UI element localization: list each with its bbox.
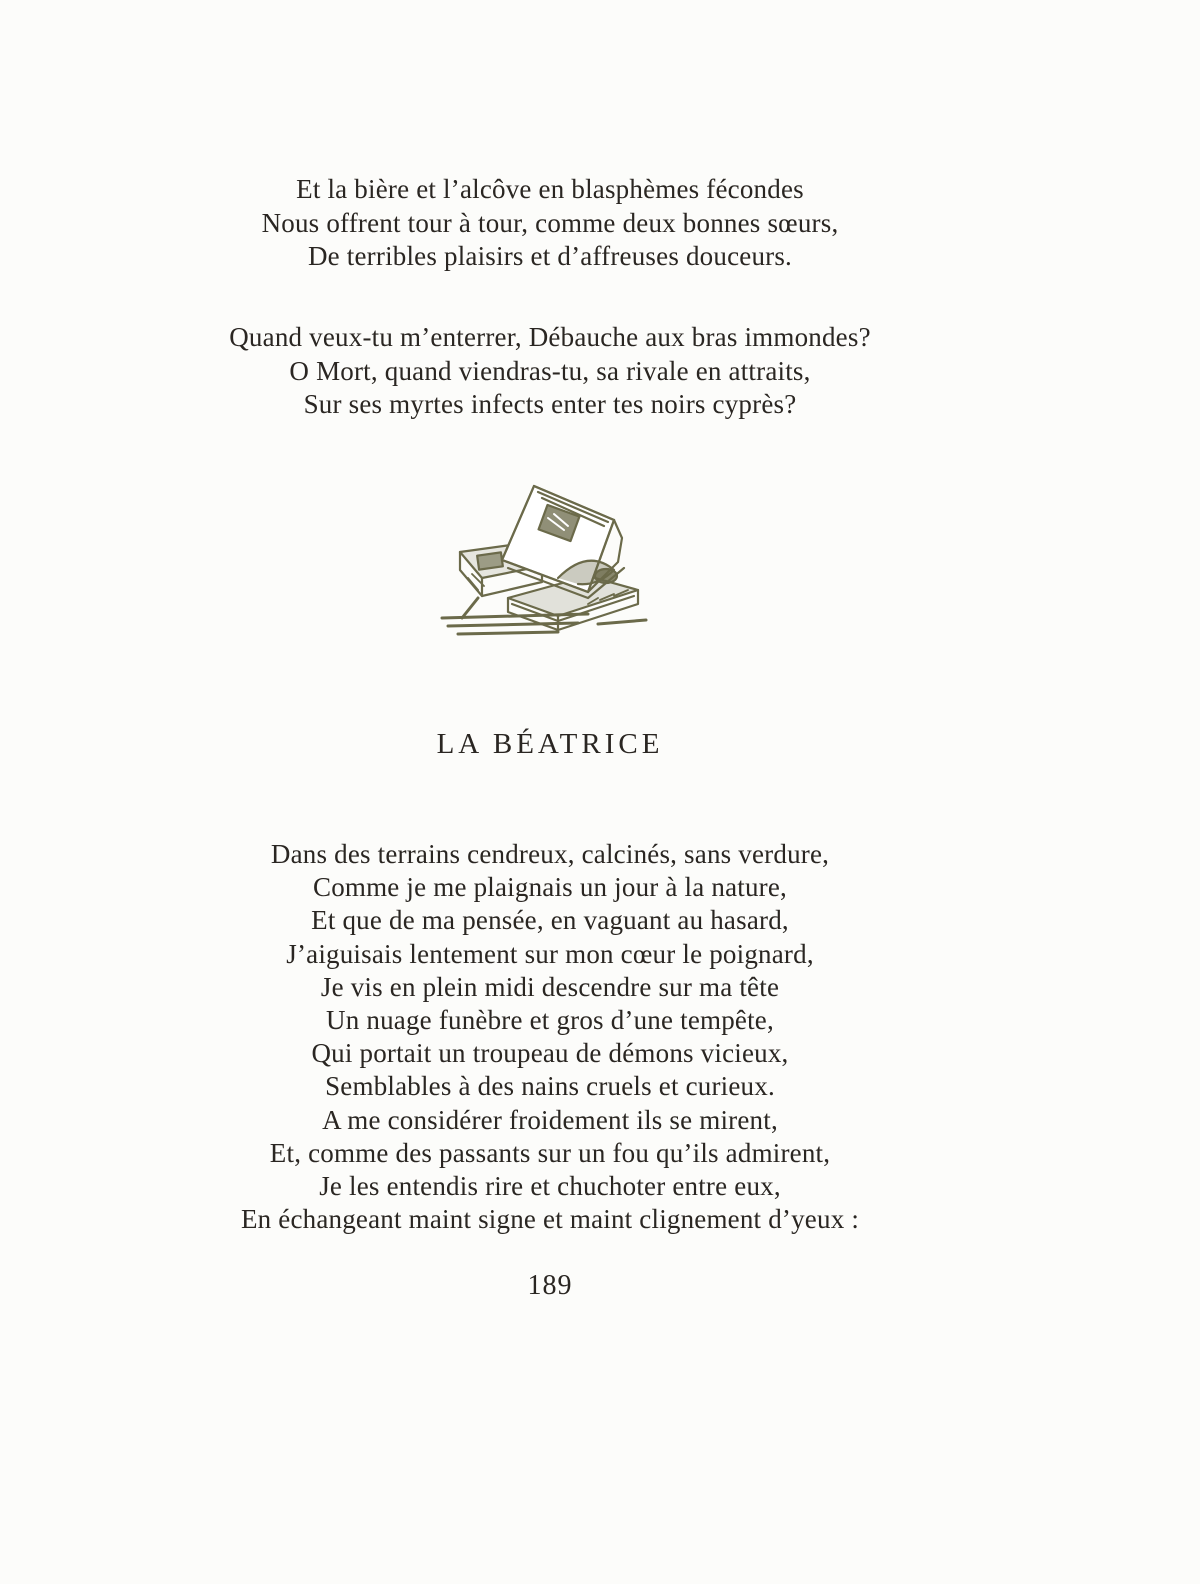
page-number: 189 — [527, 1270, 573, 1301]
verse-line: Dans des terrains cendreux, calcinés, sans verdure, — [270, 839, 830, 869]
stanza-closing-previous-poem — [0, 173, 1100, 274]
verse-line: Un nuage funèbre et gros d’une tempête, — [326, 1005, 774, 1036]
verse-line: A me considérer froidement ils se mirent, — [322, 1104, 778, 1135]
verse-line: Je les entendis rire et chuchoter entre eux, — [319, 1171, 781, 1202]
verse-line: O Mort, quand viendras-tu, sa rivale en attraits, — [289, 355, 811, 386]
verse-line: Semblables à des nains cruels et curieux. — [325, 1071, 775, 1102]
verse-line: Sur ses myrtes infects enter tes noirs cyprès? — [303, 389, 797, 419]
verse-line: Comme je me plaignais un jour à la nature, — [312, 872, 788, 903]
verse-line: Qui portait un troupeau de démons vicieux, — [311, 1038, 789, 1069]
stanza-final-tercet — [0, 321, 1100, 422]
verse-line: En échangeant maint signe et maint clignement d’yeux : — [240, 1204, 860, 1235]
verse-line: De terribles plaisirs et d’affreuses douceurs. — [307, 241, 793, 271]
poem-title: LA BÉATRICE — [436, 728, 664, 760]
verse-line: Nous offrent tour à tour, comme deux bonnes sœurs, — [261, 207, 839, 238]
verse-line: Quand veux-tu m’enterrer, Débauche aux bras immondes? — [229, 322, 871, 352]
stanza-la-beatrice — [0, 838, 1100, 1236]
verse-line: Et, comme des passants sur un fou qu’ils admirent, — [269, 1137, 831, 1168]
verse-line: Et que de ma pensée, en vaguant au hasard, — [311, 905, 789, 936]
open-books-vignette-icon — [438, 478, 658, 652]
verse-line: Je vis en plein midi descendre sur ma tête — [320, 971, 780, 1002]
verse-line: J’aiguisais lentement sur mon cœur le poignard, — [286, 938, 814, 969]
verse-line: Et la bière et l’alcôve en blasphèmes fécondes — [296, 174, 804, 204]
